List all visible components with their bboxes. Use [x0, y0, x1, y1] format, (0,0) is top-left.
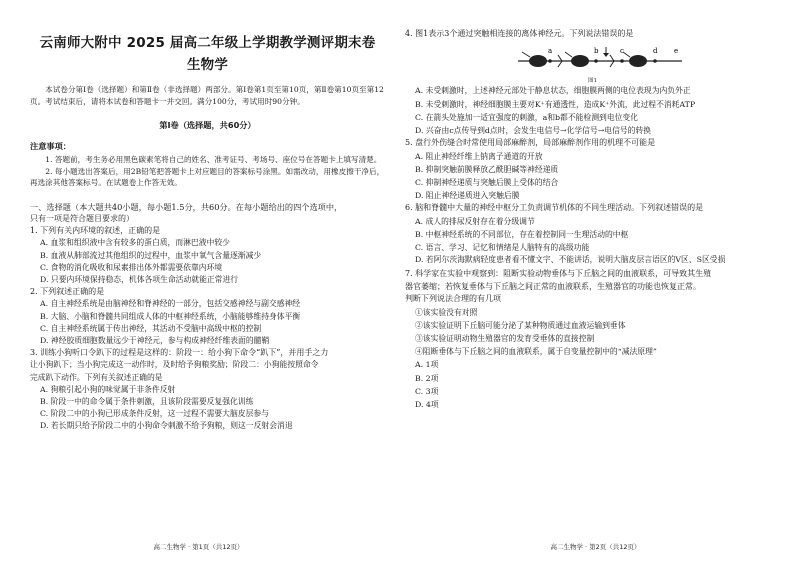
q3-option-b: B. 阶段一中的命令属于条件刺激，且该阶段需要反复强化训练	[40, 397, 254, 407]
q2-option-c: C. 自主神经系统属于传出神经，其活动不受脑中高级中枢的控制	[40, 323, 262, 333]
q4-option-c: C. 在箭头处施加一适宜强度的刺激，a和b都不能检测到电位变化	[415, 112, 638, 122]
q6-option-c: C. 语言、学习、记忆和情绪是人脑特有的高级功能	[415, 243, 590, 253]
neuron-diagram	[510, 43, 690, 77]
section-heading: 第Ⅰ卷（选择题，共60分）	[159, 120, 256, 130]
q3-option-c: C. 阶段二中的小狗已形成条件反射，这一过程不需要大脑皮层参与	[40, 409, 269, 419]
exam-subject: 生物学	[186, 57, 229, 73]
question-3-line-1: 3. 训练小狗听口令趴下的过程是这样的：阶段一：给小狗下命令“趴下”，并用手之力	[30, 348, 329, 358]
label-a: a	[548, 47, 553, 56]
label-b: b	[594, 47, 599, 56]
question-1: 1. 下列有关内环境的叙述，正确的是	[30, 226, 161, 236]
q6-option-a: A. 成人的排尿反射存在着分级调节	[415, 216, 535, 226]
q7-statement-3: ③该实验证明动物生殖器官的发育受垂体的直接控制	[415, 334, 595, 344]
q1-option-d: D. 只要内环境保持稳态，机体各项生命活动就能正常进行	[40, 275, 239, 285]
part-heading-line-2: 只有一项是符合题目要求的）	[30, 214, 134, 223]
question-3-line-3: 完成趴下动作。下列有关叙述正确的是	[30, 372, 163, 382]
question-7-line-3: 判断下列说法合理的有几项	[405, 294, 501, 304]
exam-intro: 本试卷分第Ⅰ卷（选择题）和第Ⅱ卷（非选择题）两部分。第Ⅰ卷第1页至第10页，第Ⅱ卷第10页至第12页。考试结束后，请将本试卷和答题卡一并交回。满分100分，考试用时90分钟。	[30, 85, 384, 106]
q5-option-a: A. 阻止神经纤维上钠离子通道的开放	[415, 151, 543, 161]
part-heading-line-1: 一、选择题（本大题共40小题，每小题1.5分，共60分。在每小题给出的四个选项中，	[30, 201, 343, 212]
q4-option-b: B. 未受刺激时，神经细胞膜主要对K⁺有通透性，造成K⁺外流，此过程不消耗ATP	[415, 99, 696, 109]
q7-statement-4: ④阻断垂体与下丘脑之间的血液联系，属于自变量控制中的“减法原理”	[415, 347, 657, 357]
q7-option-a: A. 1项	[415, 360, 439, 370]
neuron-body-3	[629, 55, 647, 67]
page-footer: 高二生物学 · 第2页（共12页）	[550, 543, 641, 551]
q3-option-a: A. 狗粮引起小狗的味觉属于非条件反射	[40, 384, 176, 394]
figure-caption: 图1	[588, 78, 597, 85]
q7-statement-2: ②该实验证明下丘脑可能分泌了某种物质通过血液运输到垂体	[415, 320, 626, 330]
question-2: 2. 下列叙述正确的是	[30, 287, 105, 297]
q6-option-d: D. 若阿尔茨海默病轻度患者看不懂文字、不能讲话，说明大脑皮层言语区的V区、S区受损	[415, 255, 726, 265]
q5-option-c: C. 抑制神经递质与突触后膜上受体的结合	[415, 178, 559, 188]
q6-option-b: B. 中枢神经系统的不同部位，存在着控制同一生理活动的中枢	[415, 230, 629, 240]
q1-option-b: B. 血液从肺部流过其他组织的过程中，血浆中氧气含量逐渐减少	[40, 250, 262, 260]
page-2	[397, 0, 794, 561]
q7-option-d: D. 4项	[415, 400, 439, 410]
question-3-line-2: 让小狗趴下；当小狗完成这一动作时，及时给予狗粮奖励；阶段二：小狗能按照命令	[30, 360, 319, 370]
q1-option-a: A. 血浆和组织液中含有较多的蛋白质，而淋巴液中较少	[40, 238, 230, 248]
question-6: 6. 脑和脊髓中大量的神经中枢分工负责调节机体的不同生理活动。下列叙述错误的是	[405, 203, 704, 213]
question-5: 5. 盘行外伤缝合时常使用局部麻醉剂，局部麻醉剂作用的机理不可能是	[405, 138, 656, 148]
q2-option-d: D. 神经胶质细胞数量远少于神经元，参与构成神经纤维表面的髓鞘	[40, 336, 270, 346]
q3-option-d: D. 若长期只给予阶段二中的小狗命令刺激不给予狗粮，则这一反射会消退	[40, 421, 293, 431]
exam-title: 云南师大附中 2025 届高二年级上学期教学测评期末卷	[39, 35, 376, 51]
question-4: 4. 图1表示3个通过突触相连接的离体神经元。下列说法错误的是	[405, 29, 634, 38]
label-c: c	[620, 47, 624, 56]
note-1: 1. 答题前，考生务必用黑色碳素笔将自己的姓名、准考证号、考场号、座位号在答题卡上填写清楚。	[45, 155, 382, 164]
q1-option-c: C. 食物的消化吸收和尿素排出体外都需要依靠内环境	[40, 262, 223, 272]
label-e: e	[674, 47, 679, 56]
q7-option-c: C. 3项	[415, 386, 439, 396]
q7-option-b: B. 2项	[415, 373, 439, 383]
q7-statement-1: ①该实验没有对照	[415, 307, 478, 317]
q2-option-b: B. 大脑、小脑和脊髓共同组成人体的中枢神经系统，小脑能够维持身体平衡	[40, 311, 301, 321]
q2-option-a: A. 自主神经系统是由脑神经和脊神经的一部分，包括交感神经与副交感神经	[40, 299, 301, 309]
neuron-body-2	[571, 55, 589, 67]
note-2: 2. 每小题选出答案后，用2B铅笔把答题卡上对应题目的答案标号涂黑。如需改动，用橡皮擦干净后，再选涂其他答案标号。在试题卷上作答无效。	[30, 166, 385, 187]
page-footer: 高二生物学 · 第1页（共12页）	[153, 543, 244, 551]
q4-option-d: D. 兴奋由c点传导到d点时，会发生电信号→化学信号→电信号的转换	[415, 126, 652, 136]
q4-option-a: A. 未受刺激时，上述神经元部处于静息状态，细胞膜两侧的电位表现为内负外正	[415, 86, 691, 96]
notes-heading: 注意事项：	[30, 141, 71, 151]
label-d: d	[653, 47, 658, 56]
neuron-body-1	[529, 55, 547, 67]
question-7-line-1: 7. 科学家在实验中观察到：阻断实验动物垂体与下丘脑之间的血液联系，可导致其生殖	[405, 269, 712, 279]
question-7-line-2: 器官萎缩；若恢复垂体与下丘脑之间正常的血液联系，生殖器官的功能也恢复正常。	[405, 281, 701, 291]
neuron-figure	[405, 40, 774, 84]
q5-option-d: D. 阻止神经递质进入突触后膜	[415, 191, 520, 201]
q5-option-b: B. 抑制突触前膜释放乙酰胆碱等神经递质	[415, 164, 559, 174]
